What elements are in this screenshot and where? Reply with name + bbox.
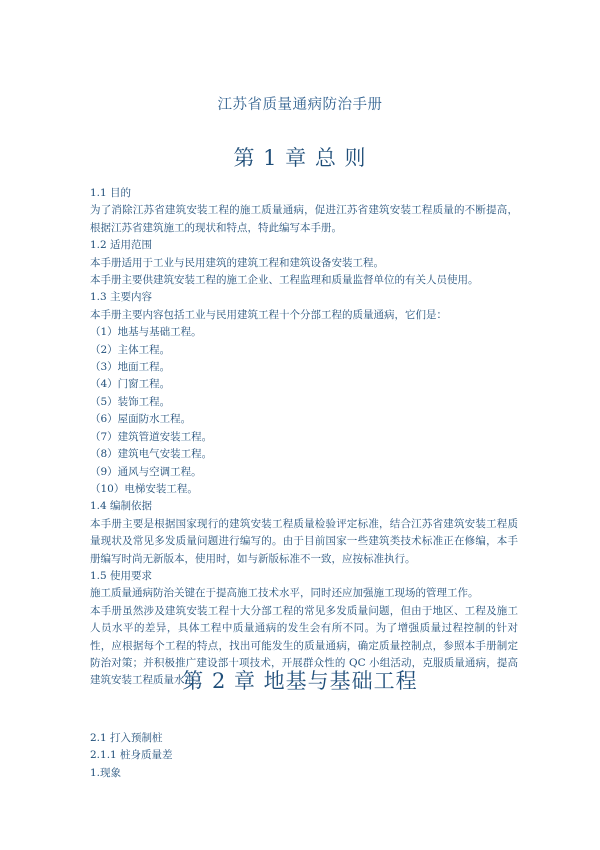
paragraph: 施工质量通病防治关键在于提高施工技术水平，同时还应加强施工现场的管理工作。 [90,587,479,600]
list-item: （8）建筑电气安装工程。 [90,448,213,461]
list-item: （10）电梯安装工程。 [90,482,198,495]
section-heading: 2.1 打入预制桩 [90,732,163,744]
section-heading: 1.5 使用要求 [90,569,153,582]
list-item: （2）主体工程。 [90,343,171,356]
section-heading: 1.1 目的 [90,187,132,199]
list-item: （4）门窗工程。 [90,378,171,391]
list-item: （1）地基与基础工程。 [90,326,202,339]
item-heading: 1.现象 [90,766,122,779]
paragraph: 本手册主要内容包括工业与民用建筑工程十个分部工程的质量通病，它们是： [90,308,447,321]
subsection-heading: 2.1.1 桩身质量差 [90,749,173,762]
paragraph: 为了消除江苏省建筑安装工程的施工质量通病，促进江苏省建筑安装工程质量的不断提高，根据江苏省建筑施工的现状和特点，特此编写本手册。 [90,204,518,234]
chapter-2-title: 第 2 章 地基与基础工程 [182,669,418,693]
paragraph: 本手册主要供建筑安装工程的施工企业、工程监理和质量监督单位的有关人员使用。 [90,274,479,287]
section-heading: 1.3 主要内容 [90,291,153,304]
list-item: （9）通风与空调工程。 [90,465,202,478]
list-item: （7）建筑管道安装工程。 [90,430,213,443]
section-heading: 1.4 编制依据 [90,500,153,513]
list-item: （3）地面工程。 [90,361,171,374]
document-title: 江苏省质量通病防治手册 [217,97,383,113]
section-heading: 1.2 适用范围 [90,239,153,252]
paragraph: 本手册主要是根据国家现行的建筑安装工程质量检验评定标准，结合江苏省建筑安装工程质量现状及常见多发质量问题进行编写的。由于目前国家一些建筑类技术标准正在修编，本手册编写时尚无新版本，使用时，如与新版标准不一致，应按标准执行。 [90,517,518,565]
list-item: （5）装饰工程。 [90,395,171,408]
chapter-2-body [90,730,518,782]
chapter-1-body [90,185,518,690]
paragraph: 本手册适用于工业与民用建筑的建筑工程和建筑设备安装工程。 [90,256,384,269]
paragraph: 本手册虽然涉及建筑安装工程十大分部工程的常见多发质量问题，但由于地区、工程及施工人员水平的差异，具体工程中质量通病的发生会有所不同。为了增强质量过程控制的针对性，应根据每个工程的特点，找出可能发生的质量通病，确定质量控制点，参照本手册制定防治对策；并积极推广建设部十项技术，开展群众性的 QC 小组活动，克服质量通病，提高建筑安装工程质量水平。 [90,604,518,687]
chapter-1-title: 第 1 章 总 则 [233,146,367,170]
list-item: （6）屋面防水工程。 [90,413,192,426]
